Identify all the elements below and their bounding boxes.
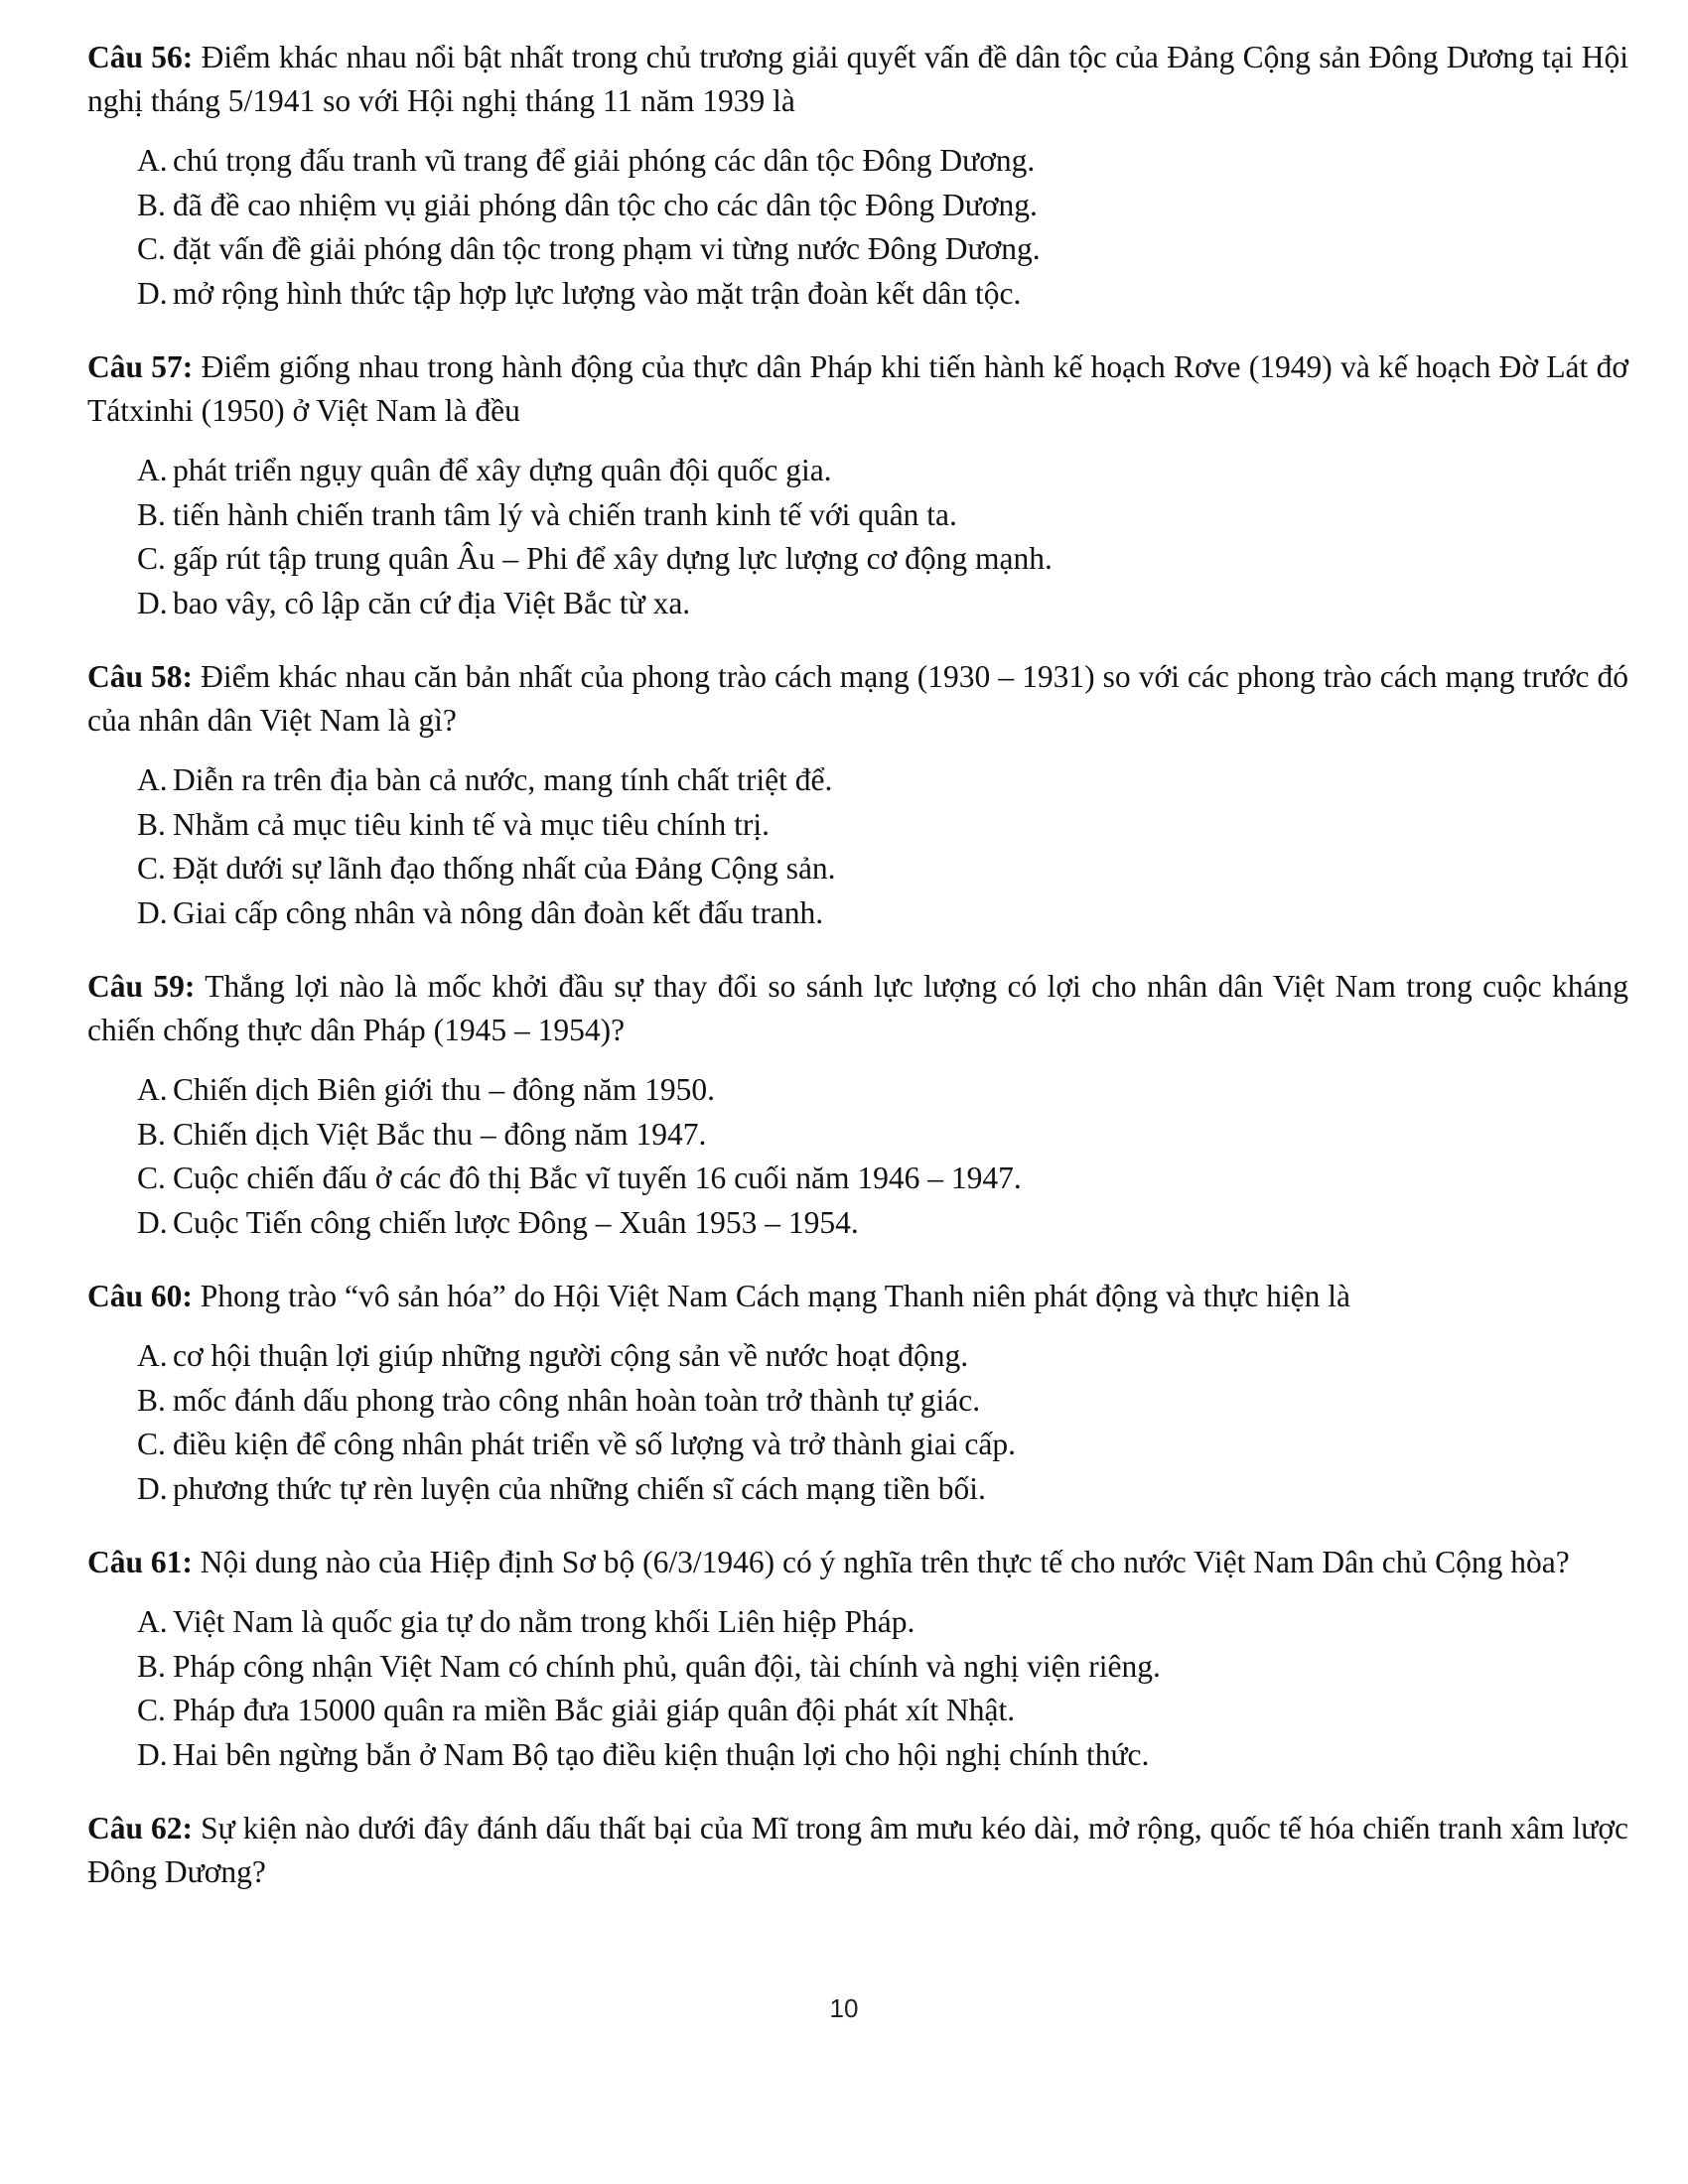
question-text: Phong trào “vô sản hóa” do Hội Việt Nam Cách mạng Thanh niên phát động và thực hiện là bbox=[200, 1279, 1351, 1313]
answer-options bbox=[87, 449, 1628, 625]
question-61 bbox=[87, 1541, 1628, 1777]
option-d bbox=[87, 1201, 1628, 1246]
option-letter: D. bbox=[137, 1470, 168, 1506]
option-a bbox=[87, 449, 1628, 493]
option-text: Chiến dịch Biên giới thu – đông năm 1950. bbox=[173, 1072, 715, 1107]
option-letter: C. bbox=[137, 541, 166, 576]
option-b bbox=[87, 1113, 1628, 1158]
question-label: Câu 56: bbox=[87, 40, 194, 74]
option-text: tiến hành chiến tranh tâm lý và chiến tranh kinh tế với quân ta. bbox=[173, 496, 957, 532]
question-text: Điểm giống nhau trong hành động của thực dân Pháp khi tiến hành kế hoạch Rơve (1949) và kế hoạch Đờ Lát đơ Tátxinhi (1950) ở Việt Nam là đều bbox=[87, 349, 1628, 428]
answer-options bbox=[87, 139, 1628, 316]
option-a bbox=[87, 1600, 1628, 1645]
option-letter: C. bbox=[137, 231, 166, 266]
option-text: phương thức tự rèn luyện của những chiến sĩ cách mạng tiền bối. bbox=[173, 1470, 986, 1506]
option-a bbox=[87, 1334, 1628, 1379]
option-letter: B. bbox=[137, 1382, 166, 1418]
page-number: 10 bbox=[829, 1993, 859, 2023]
option-text: Chiến dịch Việt Bắc thu – đông năm 1947. bbox=[173, 1116, 707, 1152]
option-letter: D. bbox=[137, 1204, 168, 1240]
option-d bbox=[87, 891, 1628, 936]
option-a bbox=[87, 139, 1628, 184]
option-letter: A. bbox=[137, 453, 168, 487]
question-58 bbox=[87, 655, 1628, 935]
option-text: đã đề cao nhiệm vụ giải phóng dân tộc cho các dân tộc Đông Dương. bbox=[173, 187, 1038, 222]
answer-options bbox=[87, 1600, 1628, 1777]
question-text: Nội dung nào của Hiệp định Sơ bộ (6/3/1946) có ý nghĩa trên thực tế cho nước Việt Nam Dân chủ Cộng hòa? bbox=[200, 1545, 1570, 1579]
question-stem bbox=[87, 1807, 1628, 1894]
option-c bbox=[87, 1423, 1628, 1467]
option-letter: D. bbox=[137, 1736, 168, 1772]
question-text: Điểm khác nhau căn bản nhất của phong trào cách mạng (1930 – 1931) so với các phong trào cách mạng trước đó của nhân dân Việt Nam là gì? bbox=[87, 659, 1628, 738]
option-text: cơ hội thuận lợi giúp những người cộng sản về nước hoạt động. bbox=[173, 1338, 969, 1373]
question-stem bbox=[87, 36, 1628, 123]
question-56 bbox=[87, 36, 1628, 316]
question-59 bbox=[87, 965, 1628, 1245]
option-letter: B. bbox=[137, 1116, 166, 1152]
option-d bbox=[87, 582, 1628, 626]
question-text: Thắng lợi nào là mốc khởi đầu sự thay đổi so sánh lực lượng có lợi cho nhân dân Việt Nam trong cuộc kháng chiến chống thực dân Pháp (1945 – 1954)? bbox=[87, 969, 1628, 1047]
option-letter: B. bbox=[137, 1648, 166, 1684]
option-d bbox=[87, 272, 1628, 317]
option-letter: D. bbox=[137, 894, 168, 930]
option-letter: D. bbox=[137, 275, 168, 311]
option-text: đặt vấn đề giải phóng dân tộc trong phạm vi từng nước Đông Dương. bbox=[173, 231, 1041, 266]
option-letter: A. bbox=[137, 762, 168, 797]
question-text: Điểm khác nhau nổi bật nhất trong chủ trương giải quyết vấn đề dân tộc của Đảng Cộng sản Đông Dương tại Hội nghị tháng 5/1941 so với Hội nghị tháng 11 năm 1939 là bbox=[87, 40, 1629, 118]
option-c bbox=[87, 1157, 1628, 1201]
option-letter: B. bbox=[137, 806, 166, 842]
option-d bbox=[87, 1467, 1628, 1512]
question-label: Câu 60: bbox=[87, 1279, 193, 1313]
answer-options bbox=[87, 758, 1628, 935]
option-a bbox=[87, 758, 1628, 803]
option-letter: B. bbox=[137, 187, 166, 222]
option-text: Cuộc chiến đấu ở các đô thị Bắc vĩ tuyến 16 cuối năm 1946 – 1947. bbox=[173, 1160, 1022, 1195]
answer-options bbox=[87, 1334, 1628, 1511]
option-text: Pháp công nhận Việt Nam có chính phủ, quân đội, tài chính và nghị viện riêng. bbox=[173, 1648, 1161, 1684]
question-stem bbox=[87, 345, 1628, 433]
option-text: gấp rút tập trung quân Âu – Phi để xây dựng lực lượng cơ động mạnh. bbox=[173, 541, 1053, 576]
option-c bbox=[87, 1689, 1628, 1733]
option-letter: C. bbox=[137, 1160, 166, 1195]
option-letter: A. bbox=[137, 143, 168, 178]
answer-options bbox=[87, 1068, 1628, 1245]
option-letter: C. bbox=[137, 1693, 166, 1727]
question-label: Câu 61: bbox=[87, 1545, 193, 1579]
option-b bbox=[87, 1379, 1628, 1424]
option-letter: C. bbox=[137, 851, 166, 886]
question-label: Câu 62: bbox=[87, 1811, 194, 1845]
option-text: Đặt dưới sự lãnh đạo thống nhất của Đảng Cộng sản. bbox=[173, 851, 836, 886]
option-text: Hai bên ngừng bắn ở Nam Bộ tạo điều kiện thuận lợi cho hội nghị chính thức. bbox=[173, 1736, 1150, 1772]
question-label: Câu 58: bbox=[87, 659, 194, 694]
option-c bbox=[87, 537, 1628, 582]
option-text: mở rộng hình thức tập hợp lực lượng vào mặt trận đoàn kết dân tộc. bbox=[173, 275, 1022, 311]
question-60 bbox=[87, 1275, 1628, 1511]
option-letter: A. bbox=[137, 1072, 168, 1107]
question-label: Câu 59: bbox=[87, 969, 196, 1004]
question-57 bbox=[87, 345, 1628, 625]
option-letter: D. bbox=[137, 585, 168, 620]
option-text: Diễn ra trên địa bàn cả nước, mang tính chất triệt để. bbox=[173, 762, 833, 797]
option-b bbox=[87, 493, 1628, 538]
question-stem bbox=[87, 655, 1628, 743]
question-stem bbox=[87, 1275, 1628, 1318]
option-letter: A. bbox=[137, 1338, 168, 1373]
option-b bbox=[87, 803, 1628, 848]
option-text: Cuộc Tiến công chiến lược Đông – Xuân 1953 – 1954. bbox=[173, 1204, 859, 1240]
question-stem bbox=[87, 965, 1628, 1052]
option-a bbox=[87, 1068, 1628, 1113]
option-d bbox=[87, 1733, 1628, 1778]
option-letter: C. bbox=[137, 1427, 166, 1461]
option-text: mốc đánh dấu phong trào công nhân hoàn toàn trở thành tự giác. bbox=[173, 1382, 981, 1418]
option-text: Nhằm cả mục tiêu kinh tế và mục tiêu chính trị. bbox=[173, 806, 770, 842]
question-stem bbox=[87, 1541, 1628, 1584]
question-label: Câu 57: bbox=[87, 349, 194, 384]
option-b bbox=[87, 184, 1628, 228]
option-text: điều kiện để công nhân phát triển về số lượng và trở thành giai cấp. bbox=[173, 1427, 1017, 1461]
option-b bbox=[87, 1645, 1628, 1690]
option-c bbox=[87, 847, 1628, 891]
option-text: chú trọng đấu tranh vũ trang để giải phóng các dân tộc Đông Dương. bbox=[173, 143, 1036, 178]
question-62 bbox=[87, 1807, 1628, 1894]
option-text: phát triển ngụy quân để xây dựng quân đội quốc gia. bbox=[173, 453, 832, 487]
option-text: bao vây, cô lập căn cứ địa Việt Bắc từ xa. bbox=[173, 585, 691, 620]
option-text: Việt Nam là quốc gia tự do nằm trong khối Liên hiệp Pháp. bbox=[173, 1604, 915, 1639]
option-letter: A. bbox=[137, 1604, 168, 1639]
option-text: Pháp đưa 15000 quân ra miền Bắc giải giáp quân đội phát xít Nhật. bbox=[173, 1693, 1016, 1727]
option-letter: B. bbox=[137, 496, 166, 532]
option-c bbox=[87, 227, 1628, 272]
option-text: Giai cấp công nhân và nông dân đoàn kết đấu tranh. bbox=[173, 894, 824, 930]
question-text: Sự kiện nào dưới đây đánh dấu thất bại của Mĩ trong âm mưu kéo dài, mở rộng, quốc tế hóa chiến tranh xâm lược Đông Dương? bbox=[87, 1811, 1629, 1889]
